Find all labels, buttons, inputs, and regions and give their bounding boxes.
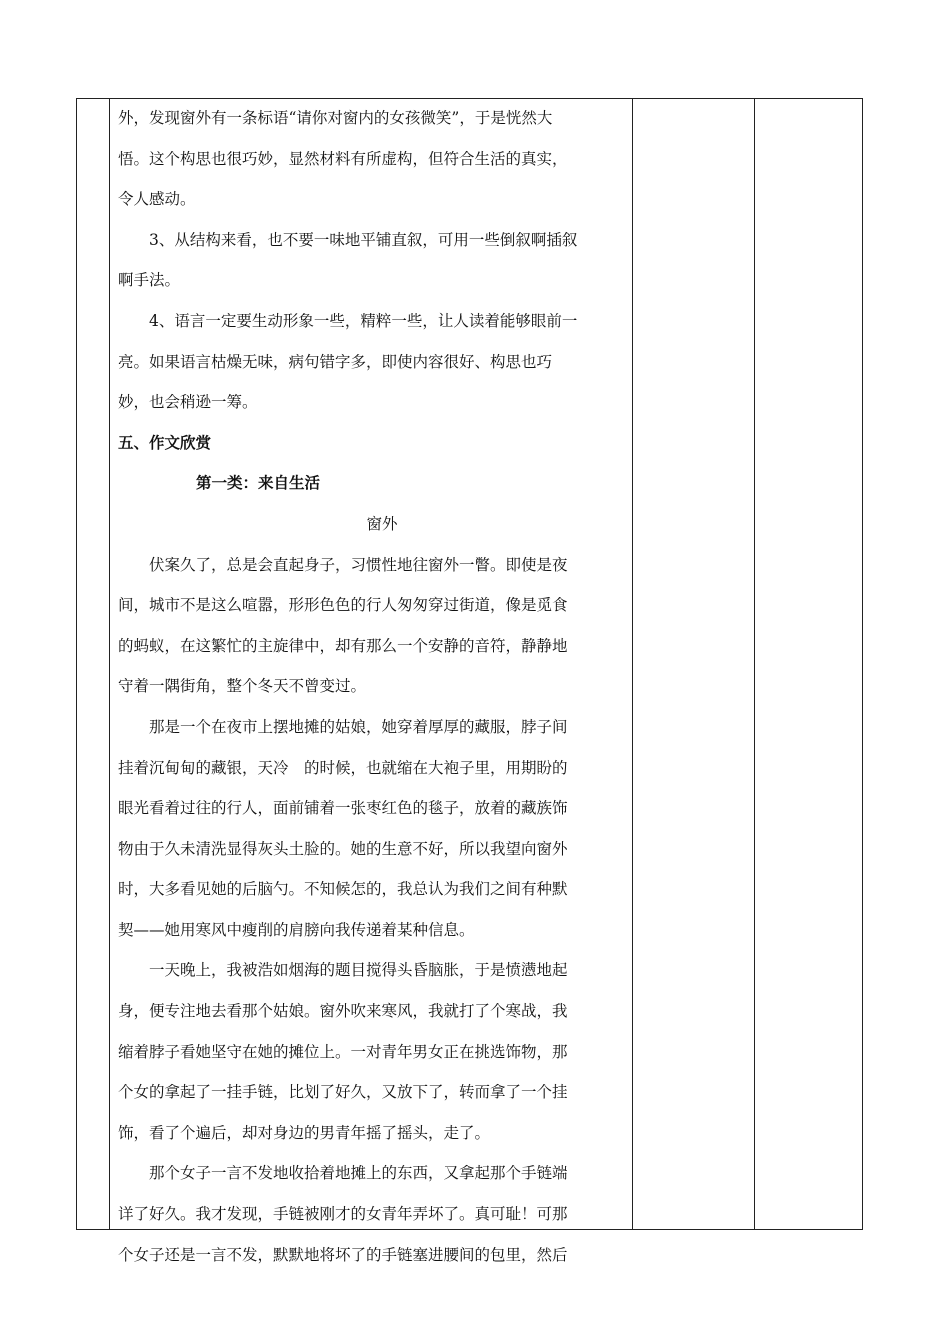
category-heading: 第一类：来自生活 [196,473,321,493]
text-line: 缩着脖子看她坚守在她的摊位上。一对青年男女正在挑选饰物，那 [118,1042,568,1061]
text-line: 饰，看了个遍后，却对身边的男青年摇了摇头，走了。 [118,1123,491,1142]
text-line: 挂着沉甸甸的藏银，天冷 的时候，也就缩在大袍子里，用期盼的 [118,758,568,777]
text-line: 间，城市不是这么喧嚣，形形色色的行人匆匆穿过街道，像是觅食 [118,596,568,615]
text-line: 令人感动。 [118,190,196,209]
column-divider-left [109,98,110,1230]
text-line: 悟。这个构思也很巧妙，显然材料有所虚构，但符合生活的真实， [118,149,568,168]
essay-title: 窗外 [366,514,398,533]
section-heading: 五、作文欣赏 [118,432,212,452]
text-line: 详了好久。我才发现，手链被刚才的女青年弄坏了。真可耻！可那 [118,1205,568,1224]
text-line: 的蚂蚁，在这繁忙的主旋律中，却有那么一个安静的音符，静静地 [118,636,568,655]
text-line: 时，大多看见她的后脑勺。不知候怎的，我总认为我们之间有种默 [118,880,568,899]
text-line: 物由于久未清洗显得灰头土脸的。她的生意不好，所以我望向窗外 [118,839,568,858]
text-line: 那个女子一言不发地收拾着地摊上的东西，又拿起那个手链端 [149,1164,568,1183]
text-line: 亮。如果语言枯燥无味，病句错字多，即使内容很好、构思也巧 [118,352,553,371]
text-line: 伏案久了，总是会直起身子，习惯性地往窗外一瞥。即使是夜 [149,555,568,574]
text-line: 契——她用寒风中瘦削的肩膀向我传递着某种信息。 [118,920,475,939]
column-divider-right [754,98,755,1230]
text-line: 3、从结构来看，也不要一味地平铺直叙，可用一些倒叙啊插叙 [149,230,578,249]
text-line: 眼光看着过往的行人，面前铺着一张枣红色的毯子，放着的藏族饰 [118,799,568,818]
text-line: 4、语言一定要生动形象一些，精粹一些，让人读着能够眼前一 [149,311,578,330]
text-line: 妙，也会稍逊一筹。 [118,393,258,412]
text-line: 外，发现窗外有一条标语“请你对窗内的女孩微笑”，于是恍然大 [118,109,553,127]
text-line: 守着一隅街角，整个冬天不曾变过。 [118,677,367,696]
text-line: 身，便专注地去看那个姑娘。窗外吹来寒风，我就打了个寒战，我 [118,1002,568,1021]
text-line: 那是一个在夜市上摆地摊的姑娘，她穿着厚厚的藏服，脖子间 [149,717,568,736]
text-line: 个女子还是一言不发，默默地将坏了的手链塞进腰间的包里，然后 [118,1245,568,1264]
text-line: 啊手法。 [118,271,181,290]
text-line: 个女的拿起了一挂手链，比划了好久，又放下了，转而拿了一个挂 [118,1083,568,1102]
column-divider-middle [632,98,633,1230]
document-body [118,98,626,1275]
text-line: 一天晚上，我被浩如烟海的题目搅得头昏脑胀，于是愤懑地起 [149,961,568,980]
